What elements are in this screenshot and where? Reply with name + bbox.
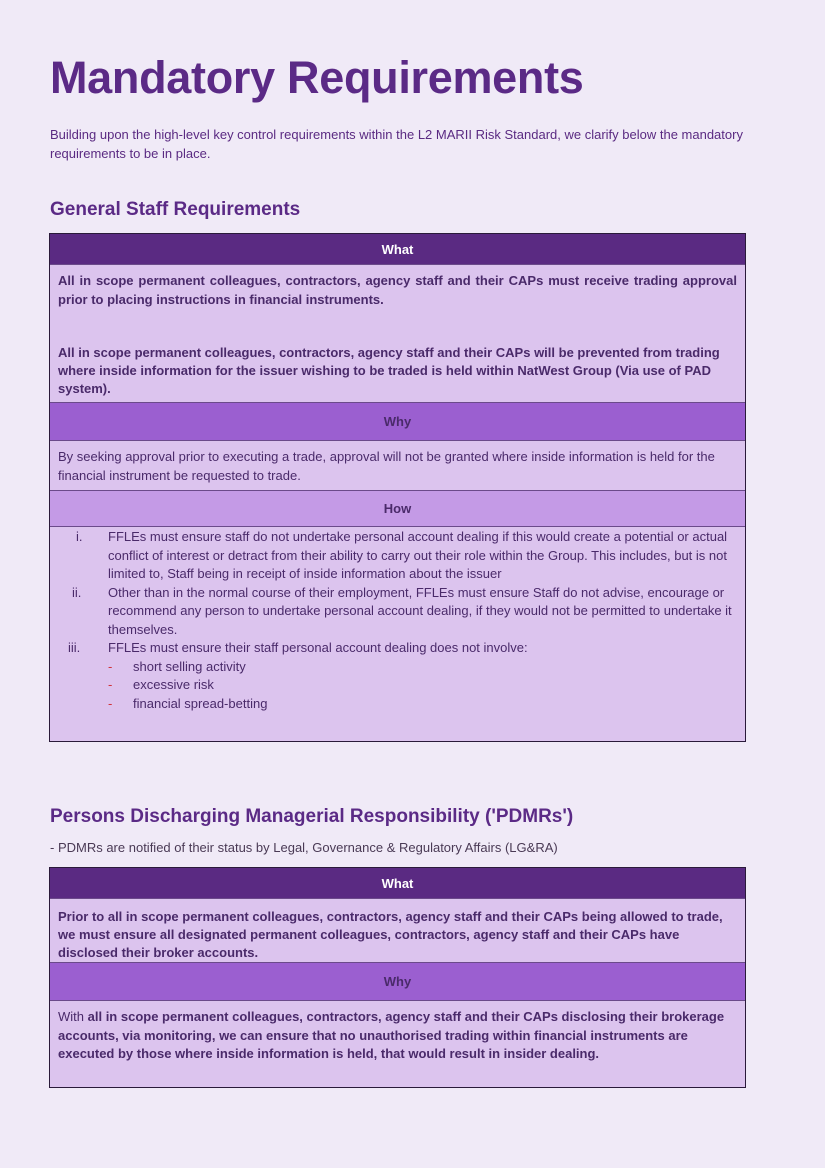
how-item-text: FFLEs must ensure staff do not undertake personal account dealing if this would create a potential or actual conflict of interest or detract from their ability to carry out their role within the Group. This includes, but is not limited to, Staff being in receipt of inside information about the issuer xyxy=(108,529,728,581)
how-item xyxy=(58,528,737,584)
how-list xyxy=(58,528,737,658)
how-sub-list xyxy=(108,658,737,714)
how-item-text: FFLEs must ensure their staff personal account dealing does not involve: xyxy=(108,640,528,655)
dash-bullet: - xyxy=(108,658,113,674)
how-item-text: Other than in the normal course of their employment, FFLEs must ensure Staff do not advise, encourage or recommend any person to undertake personal account dealing, if they would not be permitted to undertake it themselves. xyxy=(108,584,732,637)
why-lead: With xyxy=(58,1009,88,1024)
general-staff-heading: General Staff Requirements xyxy=(50,199,301,220)
why-cell xyxy=(50,441,745,491)
how-sub-item xyxy=(108,676,737,695)
what-cell xyxy=(50,265,745,403)
how-item-number: i. xyxy=(76,529,83,544)
why-header: Why xyxy=(50,963,745,1001)
how-item xyxy=(58,584,737,640)
what-header: What xyxy=(50,234,745,265)
how-item-number: ii. xyxy=(72,584,82,600)
how-item-number: iii. xyxy=(68,640,81,655)
why-header: Why xyxy=(50,403,745,441)
pdmr-requirements-table xyxy=(49,867,746,1088)
page-title: Mandatory Requirements xyxy=(50,52,584,103)
what-cell xyxy=(50,899,745,963)
how-sub-item xyxy=(108,658,737,677)
general-requirements-table xyxy=(49,233,746,742)
pdmr-why-text xyxy=(58,1008,737,1064)
how-item xyxy=(58,639,737,658)
intro-text: Building upon the high-level key control requirements within the L2 MARII Risk Standard, we clarify below the mandatory requirements to be in place. xyxy=(50,127,743,161)
how-header: How xyxy=(50,491,745,527)
dash-bullet: - xyxy=(108,677,113,692)
dash-bullet: - xyxy=(108,695,113,711)
why-text: By seeking approval prior to executing a trade, approval will not be granted where inside information is held for the financial instrument be requested to trade. xyxy=(58,449,715,483)
how-cell xyxy=(50,527,745,741)
what-header: What xyxy=(50,868,745,899)
what-paragraph-2: All in scope permanent colleagues, contractors, agency staff and their CAPs will be prevented from trading where inside information for the issuer wishing to be traded is held within NatWest Group (Via use of PAD system). xyxy=(58,345,720,396)
how-sub-item xyxy=(108,695,737,714)
pdmr-note: - PDMRs are notified of their status by Legal, Governance & Regulatory Affairs (LG&RA) xyxy=(50,840,558,855)
pdmr-what-text: Prior to all in scope permanent colleagues, contractors, agency staff and their CAPs being allowed to trade, we must ensure all designated permanent colleagues, contractors, agency staff and their CAPs have disclosed their broker accounts. xyxy=(58,909,723,960)
why-bold: all in scope permanent colleagues, contractors, agency staff and their CAPs disclosing their brokerage accounts, via monitoring, we can ensure that no unauthorised trading within financial instruments are executed by those where inside information is held, that would result in insider dealing. xyxy=(58,1009,725,1061)
what-paragraph-1: All in scope permanent colleagues, contractors, agency staff and their CAPs must receive trading approval prior to placing instructions in financial instruments. xyxy=(58,273,737,307)
how-sub-item-text: excessive risk xyxy=(133,677,214,692)
how-sub-item-text: financial spread-betting xyxy=(133,695,268,711)
why-cell xyxy=(50,1001,745,1087)
pdmr-heading: Persons Discharging Managerial Responsibility ('PDMRs') xyxy=(50,806,574,827)
how-sub-item-text: short selling activity xyxy=(133,658,246,674)
